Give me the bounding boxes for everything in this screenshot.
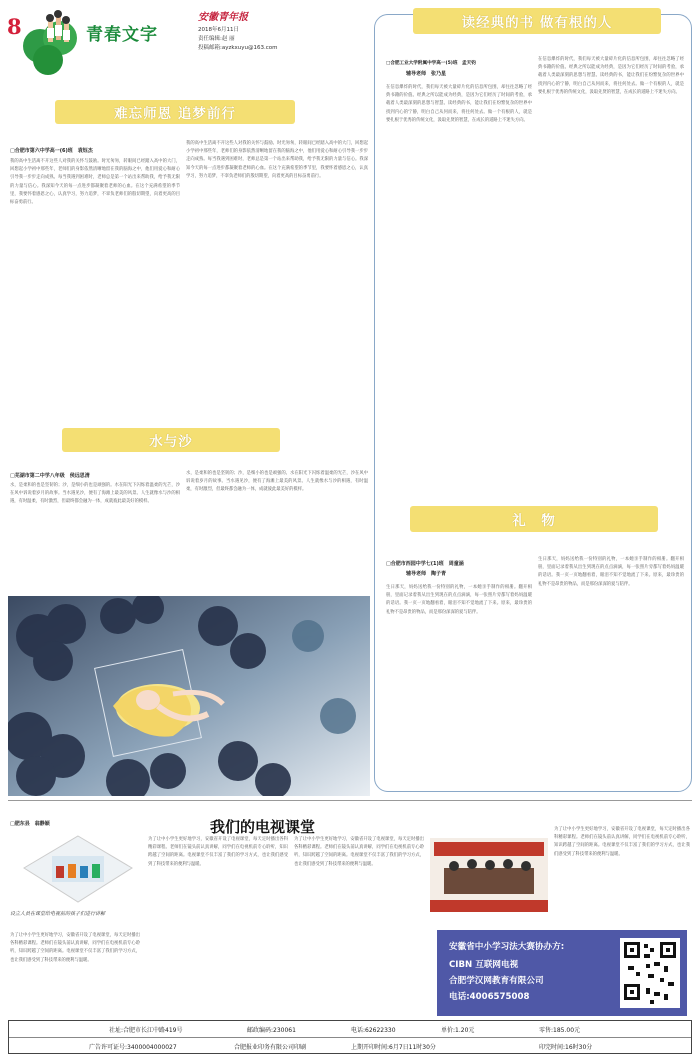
article3-text-col2: 在信息爆炸的时代，我们每天被大量碎片化的信息所包围，却往往忽略了经典书籍的价值。经典之所以能成为经典，是因为它们经历了时间的考验，承载着人类最深刻的思想与智慧。读经典的书，能让我们在纷繁复杂的世界中找到内心的宁静，明白自己从何而来，将往何处去。做一个有根的人，就是要扎根于优秀的传统文化，汲取先贤的智慧，在成长的道路上不迷失方向。 xyxy=(538,57,684,95)
sponsor-company: 合肥学汉网教育有限公司 xyxy=(449,976,544,986)
submission-email: 投稿邮箱:ayzkxuyu@163.com xyxy=(198,45,278,51)
footer-price: 单价:1.20元 xyxy=(441,1026,475,1034)
page-number: 8 xyxy=(7,14,22,39)
masthead xyxy=(0,0,370,82)
article3-text-col1: 在信息爆炸的时代，我们每天被大量碎片化的信息所包围，却往往忽略了经典书籍的价值。经典之所以能成为经典，是因为它们经历了时间的考验，承载着人类最深刻的思想与智慧。读经典的书，能让我们在纷繁复杂的世界中找到内心的宁静，明白自己从何而来，将往何处去。做一个有根的人，就是要扎根于优秀的传统文化，汲取先贤的智慧，在成长的道路上不迷失方向。 xyxy=(386,85,532,123)
editor: 责任编辑:赵 丽 xyxy=(198,36,235,42)
footer-postcode: 邮政编码:230061 xyxy=(247,1026,296,1034)
footer-address: 社址:合肥市长江中路419号 xyxy=(109,1026,183,1034)
footer-retail: 零售:185.00元 xyxy=(539,1026,581,1034)
article2-text-col2: 水，是柔和的也是坚韧的；沙，是细小的也是顽强的。水在阳光下闪烁着温柔的光芒，沙在风中诉说着岁月的故事。当水遇见沙，便有了海滩上最美的风景。人生就像水与沙的相遇，有时温柔，有时激烈，但最终都会融为一体，成就彼此最美好的模样。 xyxy=(186,471,368,493)
qr-code-icon xyxy=(620,938,680,1008)
article5-title: 我们的电视课堂 xyxy=(210,818,316,836)
sponsor-phone: 电话:4006575008 xyxy=(449,992,530,1002)
clover-girl-illustration xyxy=(8,596,370,796)
article1-text-col1: 我的高中生活离不开这些人对我的关怀与鼓励。时光匆匆，转眼间已经踏入高中的大门，回想起小学初中那些年，老师们的身影依然清晰地留在我的脑海之中，他们用爱心和耐心引导我一步步走向成熟。每当我遇到困难时，老师总是第一个站出来帮助我，给予我无限的力量与信心。我深知今天的每一点进步都凝聚着老师的心血。在这个充满希望的季节里，我要怀着感恩之心，认真学习，努力追梦，不辜负老师们的殷切期望，向着更高的目标奋勇前行。 xyxy=(10,159,180,206)
article1-text-col2: 我的高中生活离不开这些人对我的关怀与鼓励。时光匆匆，转眼间已经踏入高中的大门，回想起小学初中那些年，老师们的身影依然清晰地留在我的脑海之中，他们用爱心和耐心引导我一步步走向成熟。每当我遇到困难时，老师总是第一个站出来帮助我，给予我无限的力量与信心。我深知今天的每一点进步都凝聚着老师的心血。在这个充满希望的季节里，我要怀着感恩之心，认真学习，努力追梦，不辜负老师们的殷切期望，向着更高的目标奋勇前行。 xyxy=(186,141,368,179)
article5-text-col2: 为了让中小学生更好地学习，安徽省开设了电视课堂，每天定时播出各科精彩课程。老师们在镜头前认真讲解，同学们在电视机前专心聆听，知识跨越了空间的距离。电视课堂不仅丰富了我们的学习方式，也让我们感受到了科技带来的便利与温暖。 xyxy=(148,837,288,867)
article1-byline: □合肥市第六中学高一(6)班 袁钰杰 xyxy=(10,148,93,154)
sponsor-cibn: CIBN 互联网电视 xyxy=(449,960,519,970)
article3-byline: □合肥工业大学附属中学高一(5)班 孟天钧 xyxy=(386,61,476,66)
article5-text-col1: 为了让中小学生更好地学习，安徽省开设了电视课堂，每天定时播出各科精彩课程。老师们在镜头前认真讲解，同学们在电视机前专心聆听，知识跨越了空间的距离。电视课堂不仅丰富了我们的学习方式，也让我们感受到了科技带来的便利与温暖。 xyxy=(10,933,140,963)
tv-classroom-photo xyxy=(22,834,134,904)
photo-caption: 设立人员在课堂给电视前的孩子们进行讲解 xyxy=(10,911,106,917)
clover-logo-icon xyxy=(18,8,88,78)
article4-title: 礼 物 xyxy=(410,506,658,532)
article4-text-col1: 生日那天，妈妈送给我一份特别的礼物，一本她亲手制作的相册。翻开相册，里面记录着我从出生到现在的点点滴滴，每一张照片旁都写着妈妈温暖的话语。我一页一页地翻看着，眼泪不知不觉地流了下来。原来，最珍贵的礼物不是昂贵的物品，而是那份深深的爱与陪伴。 xyxy=(386,585,532,615)
article1-title: 难忘师恩 追梦前行 xyxy=(55,100,295,124)
article3-teacher: 辅导老师 张乃星 xyxy=(406,71,447,77)
article3-title: 读经典的书 做有根的人 xyxy=(413,8,661,34)
meeting-photo xyxy=(430,838,548,912)
article4-teacher: 辅导老师 陶子青 xyxy=(406,571,447,577)
footer-print-end: 印完时间:16时30分 xyxy=(539,1044,593,1051)
paper-name: 安徽青年报 xyxy=(198,12,248,23)
article2-title: 水与沙 xyxy=(62,428,280,452)
article2-byline: □芜湖市第二中学八年级 侯远思清 xyxy=(10,473,90,479)
footer xyxy=(8,1020,692,1054)
section-title: 青春文字 xyxy=(86,25,158,45)
issue-date: 2018年6月11日 xyxy=(198,27,239,33)
article2-text-col1: 水，是柔和的也是坚韧的；沙，是细小的也是顽强的。水在阳光下闪烁着温柔的光芒，沙在风中诉说着岁月的故事。当水遇见沙，便有了海滩上最美的风景。人生就像水与沙的相遇，有时温柔，有时激烈，但最终都会融为一体，成就彼此最美好的模样。 xyxy=(10,483,180,505)
footer-printer: 合肥报业印务有限公司印刷 xyxy=(234,1044,307,1051)
section-divider xyxy=(8,800,692,801)
article5-text-col3: 为了让中小学生更好地学习，安徽省开设了电视课堂，每天定时播出各科精彩课程。老师们在镜头前认真讲解，同学们在电视机前专心聆听，知识跨越了空间的距离。电视课堂不仅丰富了我们的学习方式，也让我们感受到了科技带来的便利与温暖。 xyxy=(294,837,424,867)
article5-byline: □肥东县 翁静颖 xyxy=(10,821,50,827)
article5-text-col4: 为了让中小学生更好地学习，安徽省开设了电视课堂，每天定时播出各科精彩课程。老师们在镜头前认真讲解，同学们在电视机前专心聆听，知识跨越了空间的距离。电视课堂不仅丰富了我们的学习方式，也让我们感受到了科技带来的便利与温暖。 xyxy=(554,827,690,857)
article4-byline: □合肥市西园中学七(1)班 周童涵 xyxy=(386,561,464,567)
footer-ad-license: 广告许可证号:3400004000027 xyxy=(89,1044,177,1051)
footer-print-start: 上期开印时间:6月7日11时30分 xyxy=(351,1044,436,1051)
article4-text-col2: 生日那天，妈妈送给我一份特别的礼物，一本她亲手制作的相册。翻开相册，里面记录着我从出生到现在的点点滴滴，每一张照片旁都写着妈妈温暖的话语。我一页一页地翻看着，眼泪不知不觉地流了下来。原来，最珍贵的礼物不是昂贵的物品，而是那份深深的爱与陪伴。 xyxy=(538,557,684,587)
footer-phone: 电话:62622330 xyxy=(351,1026,396,1034)
sponsor-heading: 安徽省中小学习法大赛协办方: xyxy=(449,942,565,952)
sponsor-info-box xyxy=(437,930,687,1016)
